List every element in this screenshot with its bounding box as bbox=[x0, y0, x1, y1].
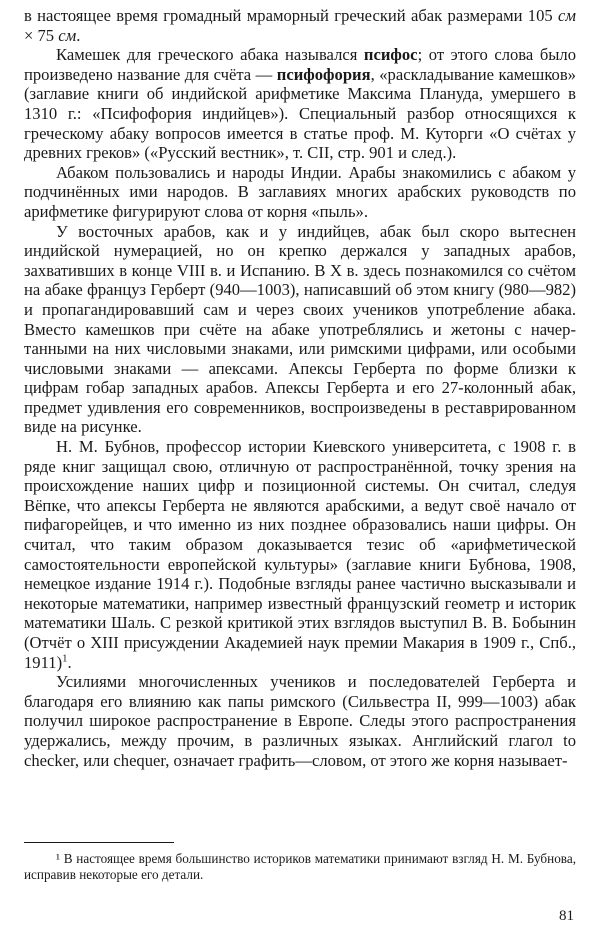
paragraph-1: в настоящее время громадный мраморный греческий абак размерами 105 см × 75 см. bbox=[24, 6, 576, 45]
paragraph-5: Н. М. Бубнов, профессор истории Киевского университета, с 1908 г. в ряде книг защищал свою, отличную от распространённой, точку зрения на происхождение наших цифр и позиционной системы. Он считал, следуя Вёпке, что апексы Герберта не являются арабскими, а ведут своё начало от пифагорейцев, и что именно из них позднее образовались наши цифры. Он считал, что таким образом доказывается тезис об «арифметической самостоятельности европейской культуры» (заглавие книги Бубнова, 1908, немецкое издание 1914 г.). Подобные взгляды ранее частично высказывали и некоторые математики, например известный французский геометр и историк математики Шаль. С резкой критикой этих взглядов выступил В. В. Бобынин (Отчёт о XIII присуждении Академией наук премии Макария в 1909 г., Спб., 1911)$^1$. bbox=[24, 437, 576, 672]
page-number: 81 bbox=[559, 908, 574, 924]
book-page bbox=[24, 6, 576, 936]
paragraph-4: У восточных арабов, как и у индийцев, абак был скоро вытеснен индийской нумерацией, но он крепко держался у западных арабов, захвативших в конце VIII в. и Испанию. В X в. здесь познакомился со счётом на абаке француз Герберт (940—1003), написавший об этом книгу (980—982) и пропагандировавший сам и через своих учеников употребление абака. Вместо камешков при счёте на абаке употреблялись и жетоны с начертанными на них числовыми знаками, или римскими цифрами, или особыми числовыми знаками — апексами. Апексы Герберта по форме близки к цифрам гобар западных арабов. Апексы Герберта и его 27-колонный абак, предмет удивления его современников, воспроизведены в реставрированном виде на рисунке. bbox=[24, 221, 576, 437]
paragraph-6: Усилиями многочисленных учеников и последователей Герберта и благодаря его влиянию как папы римского (Сильвестра II, 999—1003) абак получил широкое распространение в Европе. Следы этого распространения удержались, между прочим, в различных языках. Английский глагол to checker, или chequer, означает графить—словом, от этого же корня называет- bbox=[24, 672, 576, 770]
footnote-divider bbox=[24, 842, 174, 843]
paragraph-2: Камешек для греческого абака назывался псифос; от этого слова было произведено название для счёта — псифофория, «раскладывание камешков» (заглавие книги об индийской арифметике Максима Плануда, умершего в 1310 г.: «Псифофория индийцев»). Специальный разбор относящихся к греческому абаку вопросов имеется в статье проф. М. Куторги «О счётах у древних греков» («Русский вестник», т. CII, стр. 901 и след.). bbox=[24, 45, 576, 163]
footnote: ¹ В настоящее время большинство историков математики принимают взгляд Н. М. Бубнова, исправив некоторые его детали. bbox=[24, 851, 576, 882]
main-text bbox=[24, 6, 576, 770]
paragraph-3: Абаком пользовались и народы Индии. Арабы знакомились с абаком у подчинённых ими народов. В заглавиях многих арабских руководств по арифметике фигурируют слова от корня «пыль». bbox=[24, 162, 576, 221]
